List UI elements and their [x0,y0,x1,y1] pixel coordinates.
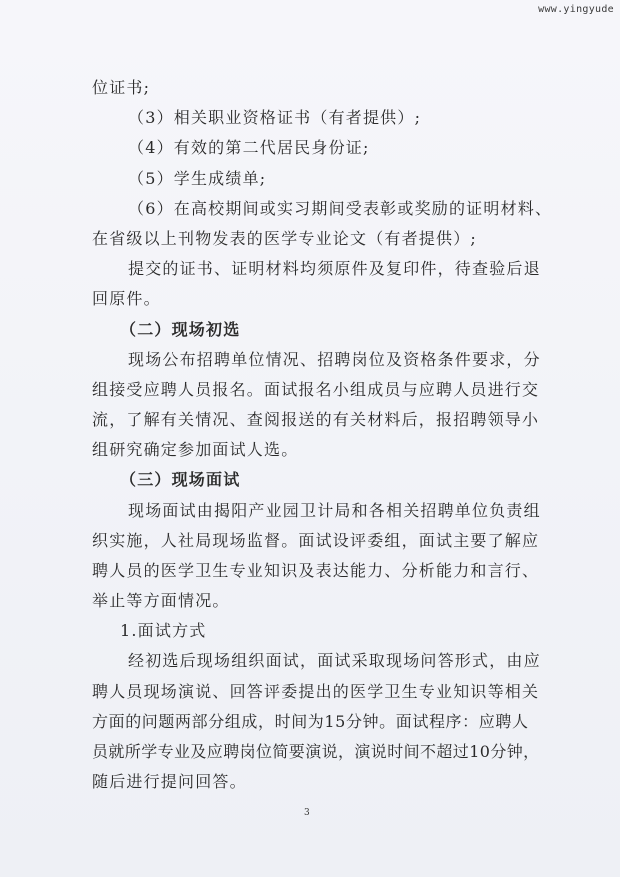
text-line: 现场公布招聘单位情况、招聘岗位及资格条件要求，分 [128,350,541,369]
text-line: （5）学生成绩单; [128,169,267,188]
text-line: 随后进行提问回答。 [92,772,247,791]
text-line: 员就所学专业及应聘岗位简要演说，演说时间不超过10分钟， [92,742,540,761]
page-number: 3 [304,808,310,818]
subsection-heading: 1.面试方式 [120,621,207,640]
text-line: 经初选后现场组织面试，面试采取现场问答形式，由应 [128,651,541,670]
text-line: 现场面试由揭阳产业园卫计局和各相关招聘单位负责组 [128,501,541,520]
text-line: （3）相关职业资格证书（有者提供）; [128,108,422,127]
text-line: 回原件。 [92,289,161,308]
text-line: （6）在高校期间或实习期间受表彰或奖励的证明材料、 [128,199,553,218]
text-line: 流，了解有关情况、查阅报送的有关材料后，报招聘领导小 [92,410,540,429]
text-line: 举止等方面情况。 [92,591,230,610]
text-line: 组研究确定参加面试人选。 [92,440,299,459]
text-line: 聘人员现场演说、回答评委提出的医学卫生专业知识等相关 [92,682,540,701]
text-line: 组接受应聘人员报名。面试报名小组成员与应聘人员进行交 [92,380,540,399]
text-line: （4）有效的第二代居民身份证; [128,138,370,157]
text-line: 织实施，人社局现场监督。面试设评委组，面试主要了解应 [92,531,540,550]
text-line: 聘人员的医学卫生专业知识及表达能力、分析能力和言行、 [92,561,540,580]
text-line: 方面的问题两部分组成，时间为15分钟。面试程序：应聘人 [92,712,529,731]
section-heading: （三）现场面试 [120,470,241,489]
text-line: 在省级以上刊物发表的医学专业论文（有者提供）; [92,229,477,248]
watermark-url: www.yingyude [538,4,614,15]
text-line: 位证书; [92,78,151,97]
text-line: 提交的证书、证明材料均须原件及复印件，待查验后退 [128,259,541,278]
section-heading: （二）现场初选 [120,320,241,339]
